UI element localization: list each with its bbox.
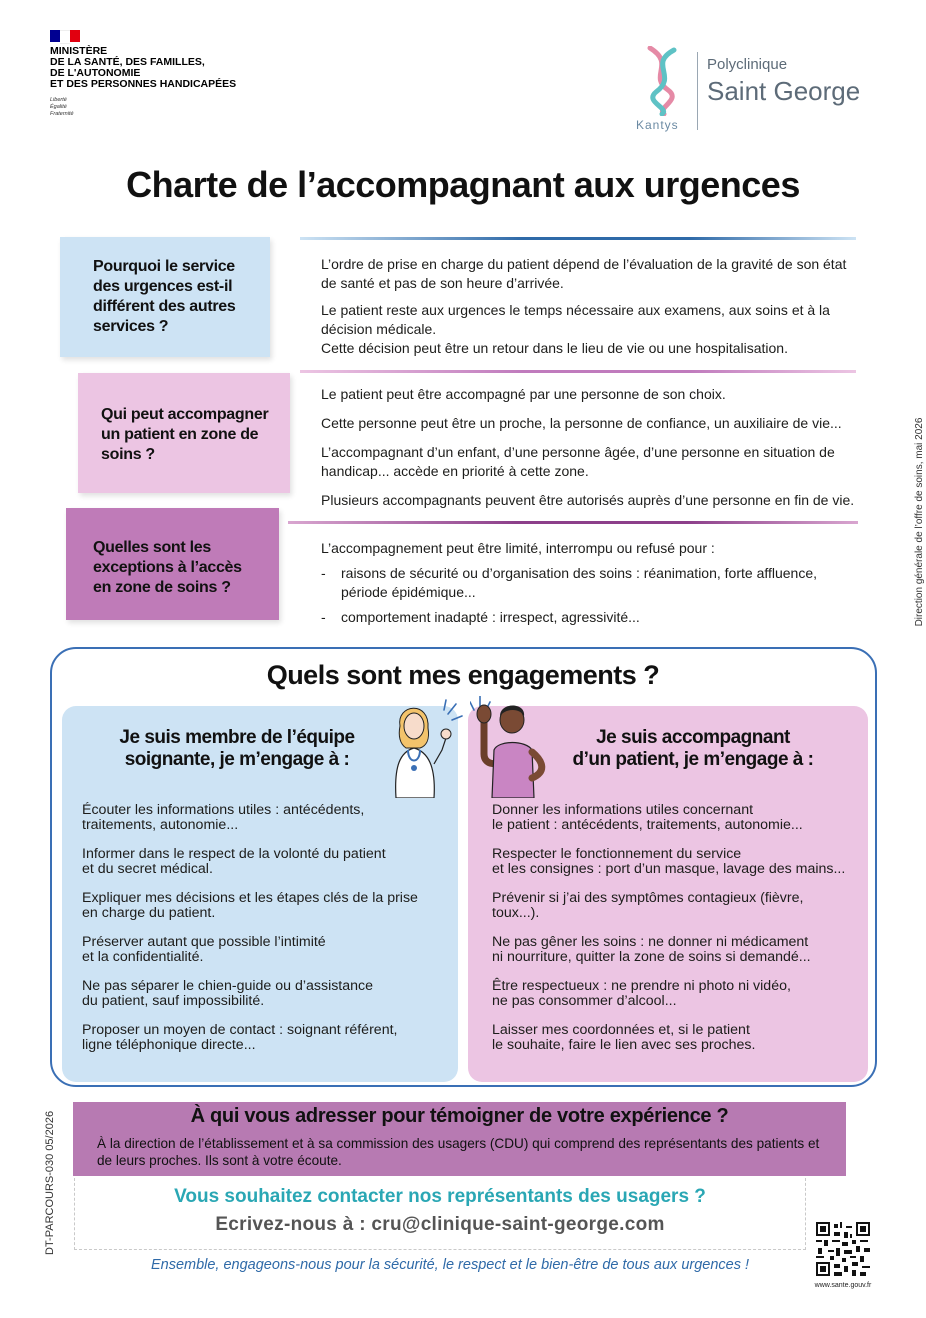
logo-divider <box>697 52 698 130</box>
contact-email[interactable]: Ecrivez-nous à : cru@clinique-saint-george.com <box>215 1214 665 1235</box>
clinic-name-line1: Polyclinique <box>707 56 788 73</box>
answer-1-p2: Le patient reste aux urgences le temps nécessaire aux examens, aux soins et à la décision médicale. <box>321 302 830 337</box>
staff-list <box>82 803 454 1067</box>
companion-illustration-icon <box>470 696 554 798</box>
kantys-logo-icon <box>638 46 688 116</box>
answer-3-bullet-2: - comportement inadapté : irrespect, agressivité... <box>321 608 866 627</box>
answer-2-p3: L’accompagnant d’un enfant, d’une personne âgée, d’une personne en situation de handicap... accède en priorité à cette zone. <box>321 444 835 479</box>
answer-2 <box>321 385 881 510</box>
answer-3 <box>321 539 866 627</box>
answer-3-intro: L’accompagnement peut être limité, interrompu ou refusé pour : <box>321 540 715 556</box>
contact-body: À la direction de l’établissement et à sa commission des usagers (CDU) qui comprend des représentants des patients et de leurs proches. Ils sont à votre écoute. <box>97 1136 820 1168</box>
staff-item-6: Proposer un moyen de contact : soignant référent, ligne téléphonique directe... <box>82 1022 398 1053</box>
footer-slogan: Ensemble, engageons-nous pour la sécurité, le respect et le bien-être de tous aux urgences ! <box>150 1257 750 1273</box>
staff-heading: Je suis membre de l’équipe soignante, je m’engage à : <box>119 727 355 770</box>
ministry-name: MINISTÈRE DE LA SANTÉ, DES FAMILLES, DE L'AUTONOMIE ET DES PERSONNES HANDICAPÉES <box>50 45 237 90</box>
divider-bar-3 <box>288 521 858 524</box>
side-note-right: Direction générale de l’offre de soins, mai 2026 <box>914 417 925 627</box>
question-3: Quelles sont les exceptions à l’accès en zone de soins ? <box>93 539 242 596</box>
answer-2-p2: Cette personne peut être un proche, la personne de confiance, un auxiliaire de vie... <box>321 415 842 431</box>
companion-item-3: Prévenir si j’ai des symptômes contagieux (fièvre, toux...). <box>492 890 804 921</box>
companion-heading: Je suis accompagnant d’un patient, je m’engage à : <box>572 727 814 770</box>
staff-item-1: Écouter les informations utiles : antécédents, traitements, autonomie... <box>82 802 365 833</box>
clinic-name-line2: Saint George <box>707 76 861 106</box>
staff-item-3: Expliquer mes décisions et les étapes clés de la prise en charge du patient. <box>82 890 418 921</box>
question-1: Pourquoi le service des urgences est-il différent des autres services ? <box>93 258 236 335</box>
french-flag-icon <box>50 30 80 42</box>
companion-item-6: Laisser mes coordonnées et, si le patient le souhaite, faire le lien avec ses proches. <box>492 1022 756 1053</box>
companion-item-5: Être respectueux : ne prendre ni photo ni vidéo, ne pas consommer d’alcool... <box>492 978 791 1009</box>
companion-item-4: Ne pas gêner les soins : ne donner ni médicament ni nourriture, quitter la zone de soins si demandé... <box>492 934 811 965</box>
republic-motto: Liberté Égalité Fraternité <box>50 97 74 117</box>
answer-1-p3: Cette décision peut être un retour dans le lieu de vie ou une hospitalisation. <box>321 340 788 356</box>
answer-3-bullet-1: - raisons de sécurité ou d’organisation des soins : réanimation, forte affluence, période épidémique... <box>321 564 866 602</box>
qr-url: www.sante.gouv.fr <box>814 1282 872 1289</box>
document-reference: DT-PARCOURS-030 05/2026 <box>44 1110 56 1255</box>
staff-item-4: Préserver autant que possible l’intimité et la confidentialité. <box>82 934 326 965</box>
question-2: Qui peut accompagner un patient en zone de soins ? <box>101 406 269 463</box>
nurse-illustration-icon <box>386 694 466 798</box>
divider-bar-2 <box>300 370 856 373</box>
kantys-label: Kantys <box>636 118 679 132</box>
page-title: Charte de l’accompagnant aux urgences <box>126 164 800 205</box>
contact-cta-question: Vous souhaitez contacter nos représentants des usagers ? <box>174 1186 706 1207</box>
answer-2-p1: Le patient peut être accompagné par une personne de son choix. <box>321 386 726 402</box>
companion-list <box>492 803 864 1067</box>
answer-1 <box>321 255 851 358</box>
answer-2-p4: Plusieurs accompagnants peuvent être autorisés auprès d’une personne en fin de vie. <box>321 492 855 508</box>
companion-item-1: Donner les informations utiles concernant le patient : antécédents, traitements, autonomie... <box>492 802 803 833</box>
engagements-title: Quels sont mes engagements ? <box>266 660 660 690</box>
staff-item-5: Ne pas séparer le chien-guide ou d’assistance du patient, sauf impossibilité. <box>82 978 374 1009</box>
contact-title: À qui vous adresser pour témoigner de votre expérience ? <box>190 1105 729 1127</box>
companion-item-2: Respecter le fonctionnement du service et les consignes : port d’un masque, lavage des mains... <box>492 846 846 877</box>
answer-1-p1: L’ordre de prise en charge du patient dépend de l’évaluation de la gravité de son état de santé et pas de son heure d’arrivée. <box>321 256 847 291</box>
divider-bar-1 <box>300 237 856 240</box>
qr-code-icon[interactable] <box>816 1222 870 1276</box>
staff-item-2: Informer dans le respect de la volonté du patient et du secret médical. <box>82 846 386 877</box>
